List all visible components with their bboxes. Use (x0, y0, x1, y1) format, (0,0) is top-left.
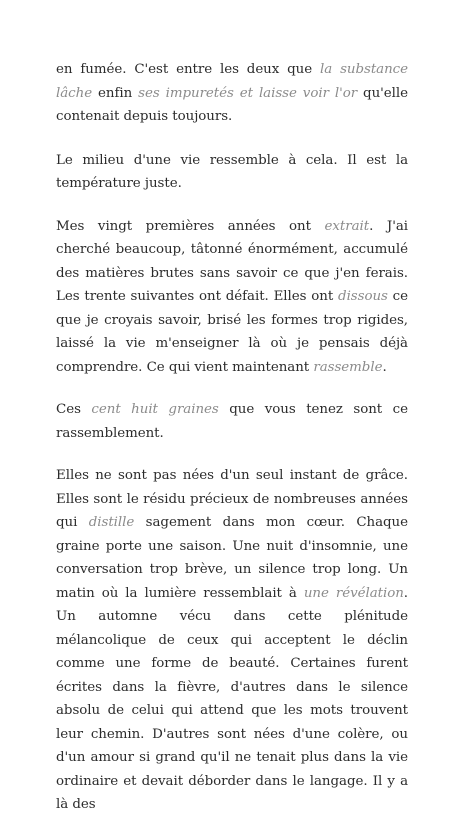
emphasis-phrase: extrait (324, 218, 370, 234)
text-run: ce que je croyais savoir, brisé les formes trop rigides, laissé la vie m'enseigner là où je pensais déjà comprendre. Ce qui vient maintenant (56, 289, 409, 375)
text-run: Le milieu d'une vie ressemble à cela. Il est la température juste. (56, 152, 408, 191)
text-run: qu'elle contenait depuis toujours. (56, 85, 408, 124)
emphasis-phrase: rassemble (313, 359, 383, 375)
text-run: . J'ai cherché beaucoup, tâtonné énormément, accumulé des matières brutes sans savoir ce que j'en ferais. Les trente suivantes ont défait. Elles ont (56, 218, 409, 304)
text-run: Mes vingt premières années ont (56, 218, 325, 234)
text-run: en fumée. C'est entre les deux que (56, 62, 321, 77)
book-page (56, 58, 408, 836)
text-run: Elles ne sont pas nées d'un seul instant de grâce. Elles sont le résidu précieux de nombreuses années qui (56, 468, 408, 530)
paragraph-5 (56, 464, 408, 817)
paragraph-4 (56, 398, 408, 445)
text-run: Ces (56, 402, 92, 417)
text-run: sagement dans mon cœur. Chaque graine porte une saison. Une nuit d'insomnie, une conversation trop brève, un silence trop long. Un matin où la lumière ressemblait à (56, 515, 409, 601)
emphasis-phrase: cent huit graines (91, 402, 219, 417)
text-run: que vous tenez sont ce rassemblement. (56, 402, 408, 441)
text-run: enfin (92, 85, 139, 101)
paragraph-3 (56, 215, 408, 380)
emphasis-phrase: dissous (338, 289, 388, 304)
emphasis-phrase: ses impuretés et laisse voir l'or (138, 85, 358, 101)
emphasis-phrase: distille (88, 515, 135, 530)
emphasis-phrase: la substance lâche (56, 62, 408, 101)
paragraph-2 (56, 149, 408, 196)
paragraph-1 (56, 58, 408, 129)
emphasis-phrase: une révélation (303, 585, 404, 601)
text-run: . Un automne vécu dans cette plénitude mélancolique de ceux qui acceptent le déclin comme une forme de beauté. Certaines furent écrites dans la fièvre, d'autres dans le silence absolu de celui qui attend que les mots trouvent leur chemin. D'autres sont nées d'une colère, ou d'un amour si grand qu'il ne tenait plus dans la vie ordinaire et devait déborder dans le langage. Il y a là des (56, 585, 408, 812)
text-run: . (382, 359, 387, 375)
